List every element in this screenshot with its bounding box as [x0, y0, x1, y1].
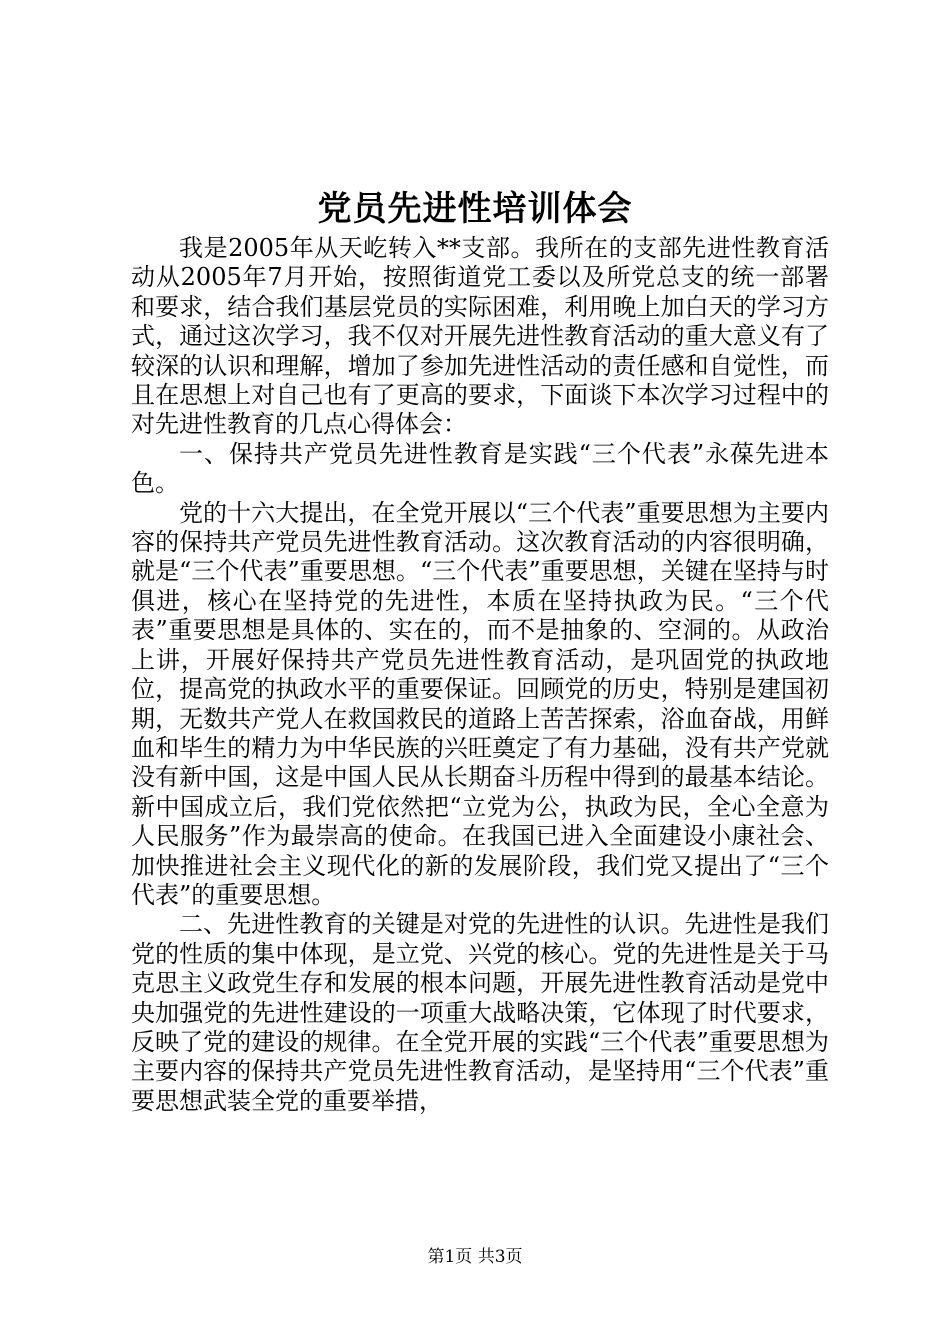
paragraph-section-one: 党的十六大提出，在全党开展以“三个代表”重要思想为主要内容的保持共产党员先进性教育活动。这次教育活动的内容很明确，就是“三个代表”重要思想。“三个代表”重要思想，关键在坚持与时俱进，核心在坚持党的先进性，本质在坚持执政为民。“三个代表”重要思想是具体的、实在的，而不是抽象的、空洞的。从政治上讲，开展好保持共产党员先进性教育活动，是巩固党的执政地位，提高党的执政水平的重要保证。回顾党的历史，特别是建国初期，无数共产党人在救国救民的道路上苦苦探索，浴血奋战，用鲜血和毕生的精力为中华民族的兴旺奠定了有力基础，没有共产党就没有新中国，这是中国人民从长期奋斗历程中得到的最基本结论。新中国成立后，我们党依然把“立党为公，执政为民，全心全意为人民服务”作为最崇高的使命。在我国已进入全面建设小康社会、加快推进社会主义现代化的新的发展阶段，我们党又提出了“三个代表”的重要思想。 — [131, 498, 829, 909]
paragraph-intro: 我是2005年从天屹转入**支部。我所在的支部先进性教育活动从2005年7月开始，按照街道党工委以及所党总支的统一部署和要求，结合我们基层党员的实际困难，利用晚上加白天的学习方式，通过这次学习，我不仅对开展先进性教育活动的重大意义有了较深的认识和理解，增加了参加先进性活动的责任感和自觉性，而且在思想上对自己也有了更高的要求，下面谈下本次学习过程中的对先进性教育的几点心得体会： — [131, 234, 829, 439]
document-body — [131, 234, 829, 1116]
page-number-footer: 第1页 共3页 — [427, 1247, 523, 1267]
paragraph-section-two: 二、先进性教育的关键是对党的先进性的认识。先进性是我们党的性质的集中体现，是立党、兴党的核心。党的先进性是关于马克思主义政党生存和发展的根本问题，开展先进性教育活动是党中央加强党的先进性建设的一项重大战略决策，它体现了时代要求，反映了党的建设的规律。在全党开展的实践“三个代表”重要思想为主要内容的保持共产党员先进性教育活动，是坚持用“三个代表”重要思想武装全党的重要举措， — [131, 910, 829, 1115]
paragraph-heading-one: 一、保持共产党员先进性教育是实践“三个代表”永葆先进本色。 — [131, 439, 829, 498]
document-title: 党员先进性培训体会 — [317, 189, 633, 229]
